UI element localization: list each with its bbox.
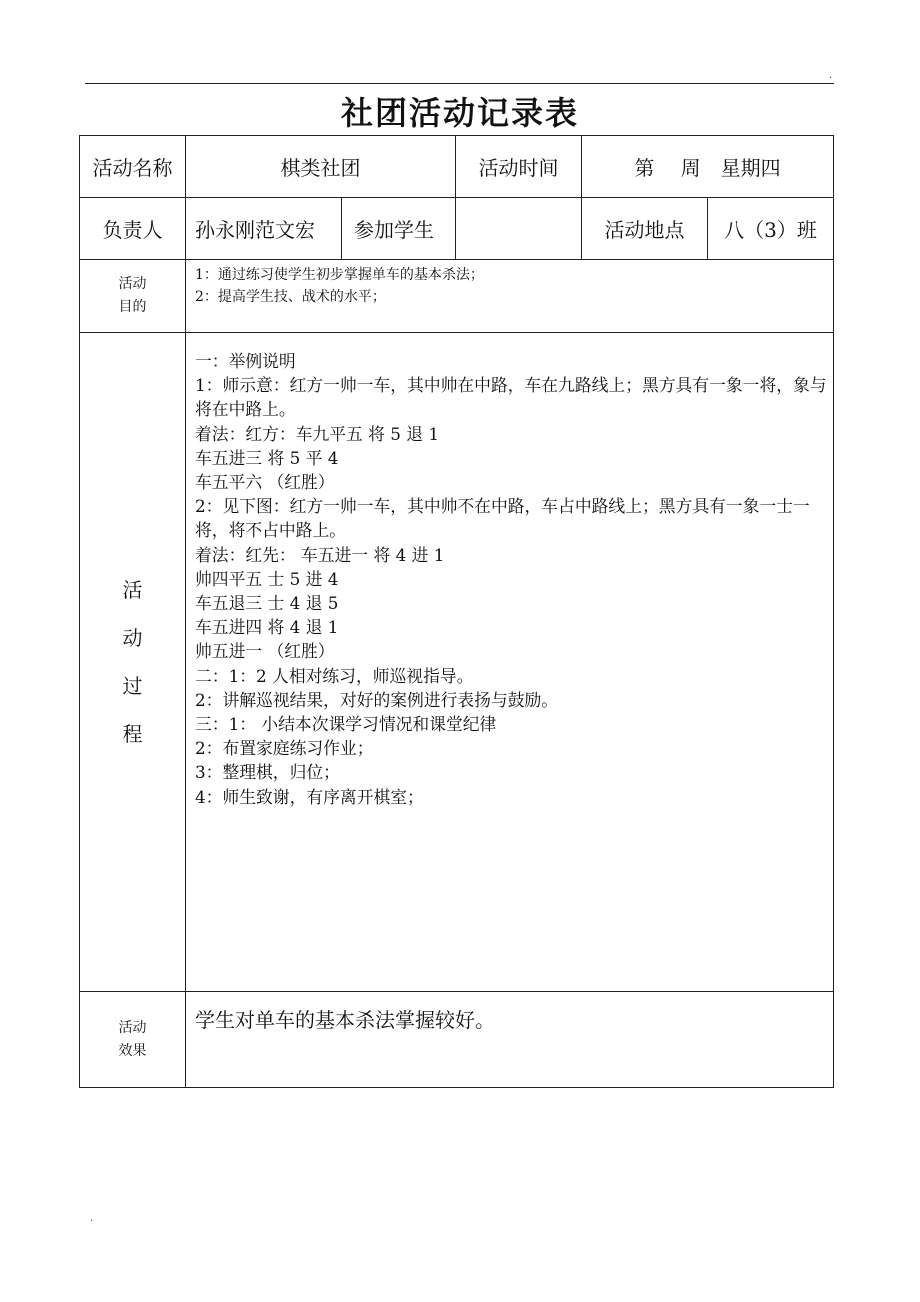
process-line: 三：1： 小结本次课学习情况和课堂纪律 <box>195 714 497 735</box>
purpose-line: 2：提高学生技、战术的水平； <box>195 289 386 305</box>
process-line: 着法：红先： 车五进一 将 4 进 1 <box>195 544 445 565</box>
place-value: 八（3）班 <box>708 198 834 260</box>
process-line: 帅四平五 士 5 进 4 <box>195 568 339 589</box>
place-label: 活动地点 <box>582 198 708 260</box>
purpose-label-line2: 目的 <box>118 299 147 315</box>
purpose-content <box>186 260 834 333</box>
purpose-label <box>80 260 186 333</box>
process-line: 车五进四 将 4 退 1 <box>195 617 339 638</box>
students-value <box>456 198 582 260</box>
process-label-char: 过 <box>122 674 143 698</box>
effect-label <box>80 992 186 1088</box>
process-line: 4：师生致谢，有序离开棋室； <box>195 786 424 807</box>
process-line: 车五退三 士 4 退 5 <box>195 593 339 614</box>
students-label: 参加学生 <box>342 198 456 260</box>
row-effect <box>80 992 834 1088</box>
process-content <box>186 333 834 992</box>
effect-label-line1: 活动 <box>118 1019 147 1036</box>
process-label-char: 活 <box>122 578 143 602</box>
process-line: 一：举例说明 <box>195 351 296 371</box>
header-rule <box>85 83 834 84</box>
effect-label-line2: 效果 <box>118 1042 147 1059</box>
activity-name-value: 棋类社团 <box>186 136 456 198</box>
process-line: 车五进三 将 5 平 4 <box>195 447 339 468</box>
row-name-time <box>80 136 834 198</box>
effect-content: 学生对单车的基本杀法掌握较好。 <box>186 992 834 1088</box>
activity-time-label: 活动时间 <box>456 136 582 198</box>
purpose-line: 1：通过练习使学生初步掌握单车的基本杀法； <box>195 267 484 283</box>
process-line: 着法：红方：车九平五 将 5 退 1 <box>195 423 440 444</box>
page-title: 社团活动记录表 <box>340 94 579 132</box>
process-line: 帅五进一 （红胜） <box>195 641 335 662</box>
activity-time-value: 第 周 星期四 <box>582 136 834 198</box>
corner-mark-bottom: . <box>90 1213 94 1224</box>
process-label <box>80 333 186 992</box>
leader-label: 负责人 <box>80 198 186 260</box>
process-line: 二：1：2 人相对练习，师巡视指导。 <box>195 665 474 686</box>
corner-mark-top: . <box>829 70 833 81</box>
process-line: 3：整理棋，归位； <box>195 762 340 783</box>
process-line: 2：布置家庭练习作业； <box>195 738 374 759</box>
row-purpose <box>80 260 834 333</box>
activity-name-label: 活动名称 <box>80 136 186 198</box>
process-label-char: 程 <box>122 722 143 746</box>
leader-value: 孙永刚范文宏 <box>186 198 342 260</box>
purpose-label-line1: 活动 <box>118 276 147 292</box>
process-line: 车五平六 （红胜） <box>195 472 335 493</box>
process-line: 2：讲解巡视结果，对好的案例进行表扬与鼓励。 <box>195 689 559 710</box>
process-line: 2：见下图：红方一帅一车，其中帅不在中路，车占中路线上；黑方具有一象一士一将，将不占中路上。 <box>195 496 810 541</box>
row-leader-place <box>80 198 834 260</box>
process-label-char: 动 <box>122 626 143 650</box>
process-line: 1：师示意：红方一帅一车，其中帅在中路，车在九路线上；黑方具有一象一将，象与将在中路上。 <box>195 375 827 420</box>
record-table <box>79 135 834 1088</box>
row-process <box>80 333 834 992</box>
